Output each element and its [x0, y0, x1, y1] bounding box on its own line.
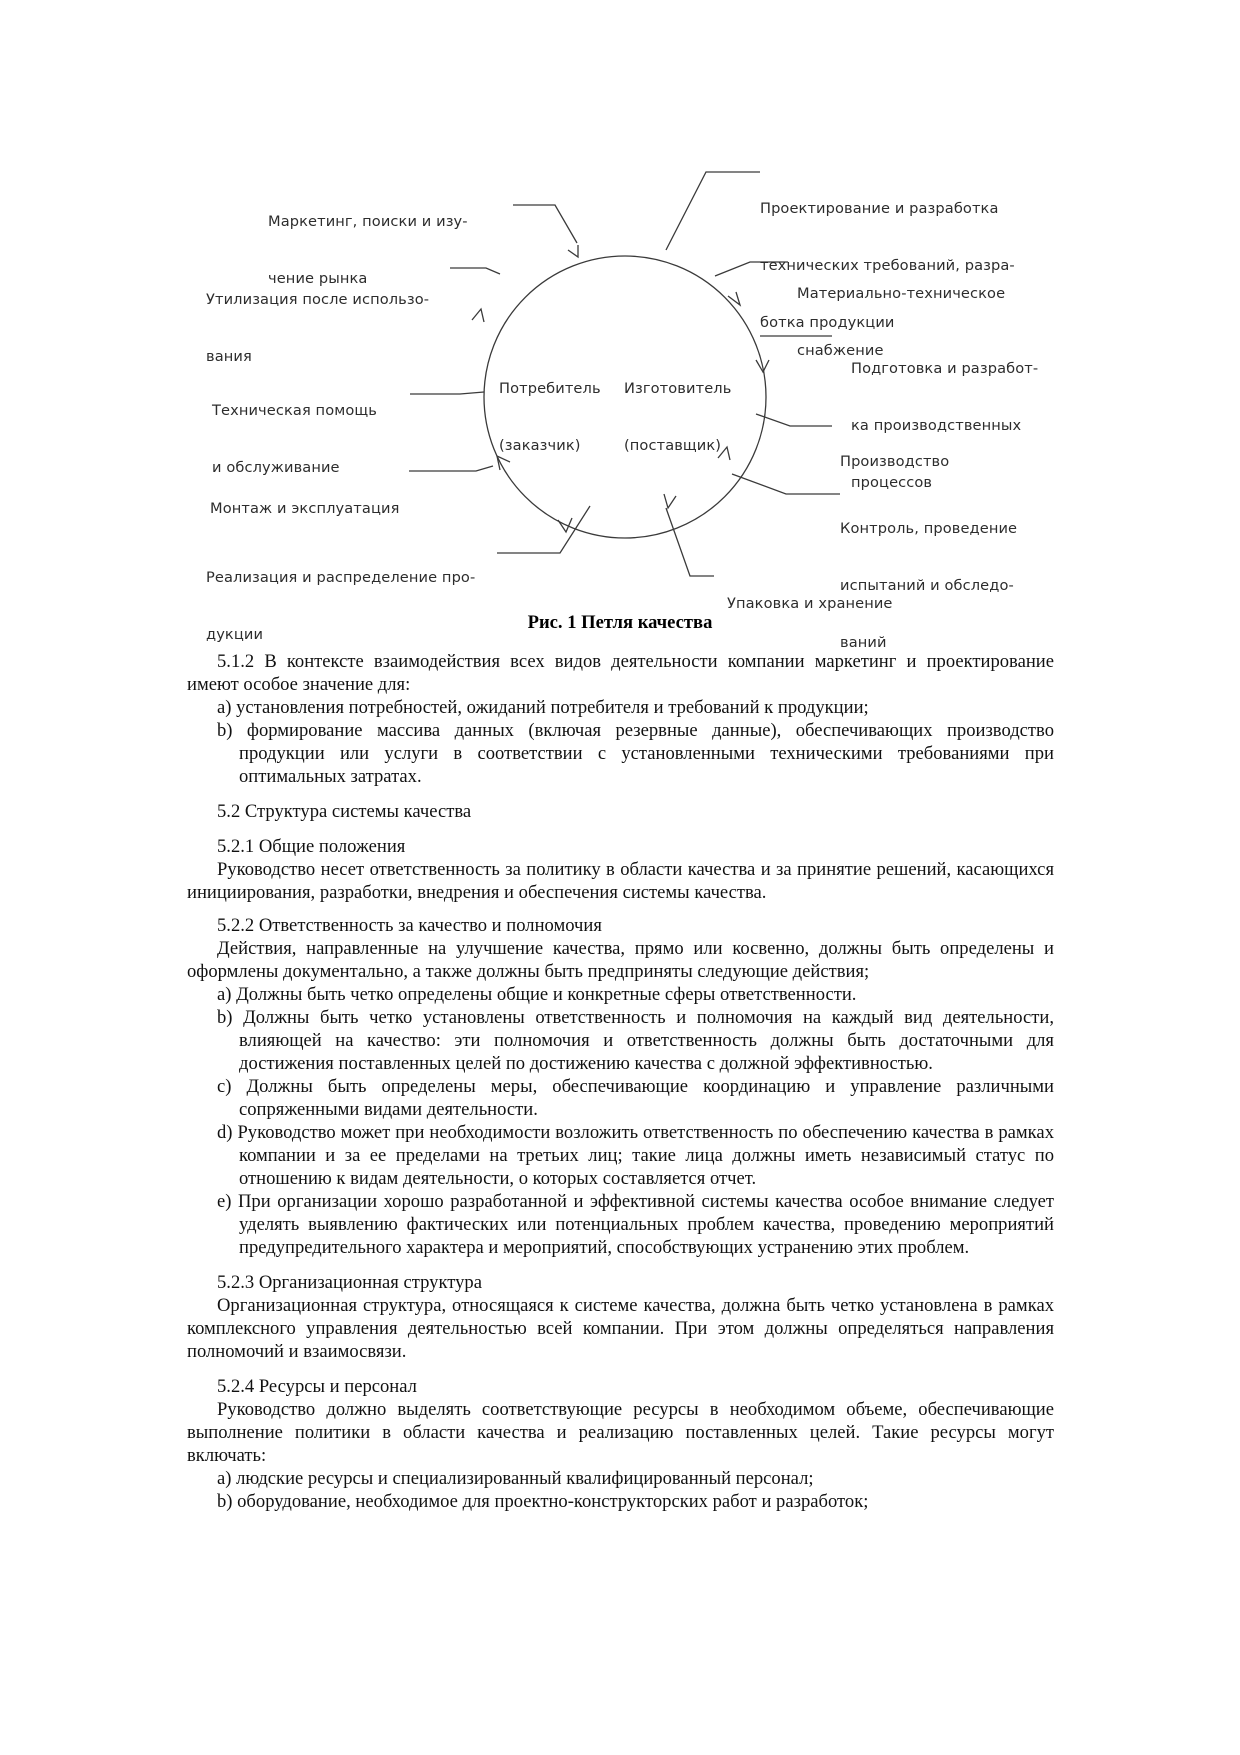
leader-install: [409, 466, 493, 471]
list-item: b) формирование массива данных (включая резервные данные), обеспечивающих производство продукции или услуги в соответствии с установленными техническими требованиями при оптимальных затратах.: [217, 720, 1054, 787]
leader-packing: [666, 508, 714, 576]
leader-design: [666, 172, 760, 250]
leader-control: [732, 474, 840, 494]
body-text: [187, 650, 1054, 1513]
loop-arrow-5: [664, 494, 676, 508]
label-line: Производство: [840, 453, 950, 470]
section-heading: 5.2.3 Организационная структура: [217, 1272, 482, 1293]
label-line: ка производственных: [851, 417, 1022, 434]
paragraph: Руководство несет ответственность за политику в области качества и за принятие решений, касающихся инициирования, разработки, внедрения и обеспечения системы качества.: [187, 859, 1054, 903]
label-line: (поставщик): [624, 437, 722, 454]
list-item: a) Должны быть четко определены общие и конкретные сферы ответственности.: [217, 984, 857, 1005]
paragraph: Организационная структура, относящаяся к системе качества, должна быть четко установлена в рамках комплексного управления деятельностью всей компании. При этом должны определяться направления полномочий и взаимосвязи.: [187, 1295, 1054, 1362]
paragraph: Руководство должно выделять соответствующие ресурсы в необходимом объеме, обеспечивающие выполнение политики в области качества и реализацию поставленных целей. Такие ресурсы могут включать:: [187, 1399, 1054, 1466]
label-line: Проектирование и разработка: [760, 200, 999, 217]
section-heading: 5.2.2 Ответственность за качество и полномочия: [217, 915, 602, 936]
label-line: ботка продукции: [760, 314, 895, 331]
center-manufacturer: [624, 341, 731, 493]
section-heading: 5.2.1 Общие положения: [217, 836, 406, 857]
loop-arrow-1: [568, 245, 578, 257]
list-item: d) Руководство может при необходимости возложить ответственность по обеспечению качества в рамках компании и за ее пределами на третьих лиц; такие лица должны иметь независимый статус по отношению к видам деятельности, о которых составляется отчет.: [217, 1122, 1054, 1189]
paragraph: 5.1.2 В контексте взаимодействия всех видов деятельности компании маркетинг и проектирование имеют особое значение для:: [187, 651, 1054, 695]
list-item: b) оборудование, необходимое для проектно-конструкторских работ и разработок;: [217, 1491, 869, 1512]
list-item: c) Должны быть определены меры, обеспечивающие координацию и управление различными сопряженными видами деятельности.: [217, 1076, 1054, 1120]
label-line: Контроль, проведение: [840, 520, 1018, 537]
label-line: ваний: [840, 634, 887, 651]
quality-loop-diagram: [0, 0, 1240, 600]
label-line: вания: [206, 348, 252, 365]
label-packing: [727, 556, 893, 651]
section-heading: 5.2.4 Ресурсы и персонал: [217, 1376, 417, 1397]
label-line: процессов: [851, 474, 933, 491]
label-line: Изготовитель: [624, 380, 732, 397]
label-line: (заказчик): [499, 437, 581, 454]
label-line: Утилизация после использо-: [206, 291, 430, 308]
label-line: Техническая помощь: [212, 402, 377, 419]
list-item: b) Должны быть четко установлены ответственность и полномочия на каждый вид деятельности, влияющей на качество: эти полномочия и ответственность должны быть достаточными для достижения поставленных целей по достижению качества с должной эффективностью.: [217, 1007, 1054, 1074]
leader-production: [756, 414, 832, 426]
leader-marketing: [513, 205, 577, 243]
paragraph: Действия, направленные на улучшение качества, прямо или косвенно, должны быть определены и оформлены документально, а также должны быть предприняты следующие действия;: [187, 938, 1054, 982]
list-item: a) людские ресурсы и специализированный квалифицированный персонал;: [217, 1468, 814, 1489]
label-line: Маркетинг, поиски и изу-: [268, 213, 468, 230]
label-line: Реализация и распределение про-: [206, 569, 476, 586]
label-line: дукции: [206, 626, 264, 643]
label-line: и обслуживание: [212, 459, 340, 476]
label-line: технических требований, разра-: [760, 257, 1015, 274]
label-line: Упаковка и хранение: [727, 595, 893, 612]
list-item: e) При организации хорошо разработанной и эффективной системы качества особое внимание следует уделять выявлению фактических или потенциальных проблем качества, проведению мероприятий предупредительного характера и мероприятий, способствующих устранению этих проблем.: [217, 1191, 1054, 1258]
label-line: Потребитель: [499, 380, 601, 397]
figure-caption: Рис. 1 Петля качества: [527, 612, 713, 633]
label-line: снабжение: [797, 342, 884, 359]
label-disposal: [206, 252, 429, 404]
label-line: испытаний и обследо-: [840, 577, 1014, 594]
list-item: a) установления потребностей, ожиданий потребителя и требований к продукции;: [217, 697, 869, 718]
label-line: Материально-техническое: [797, 285, 1006, 302]
label-line: чение рынка: [268, 270, 368, 287]
label-line: Подготовка и разработ-: [851, 360, 1039, 377]
label-line: Монтаж и эксплуатация: [210, 500, 400, 517]
center-consumer: [499, 341, 601, 493]
loop-arrow-8: [472, 309, 484, 322]
section-heading: 5.2 Структура системы качества: [217, 801, 472, 822]
